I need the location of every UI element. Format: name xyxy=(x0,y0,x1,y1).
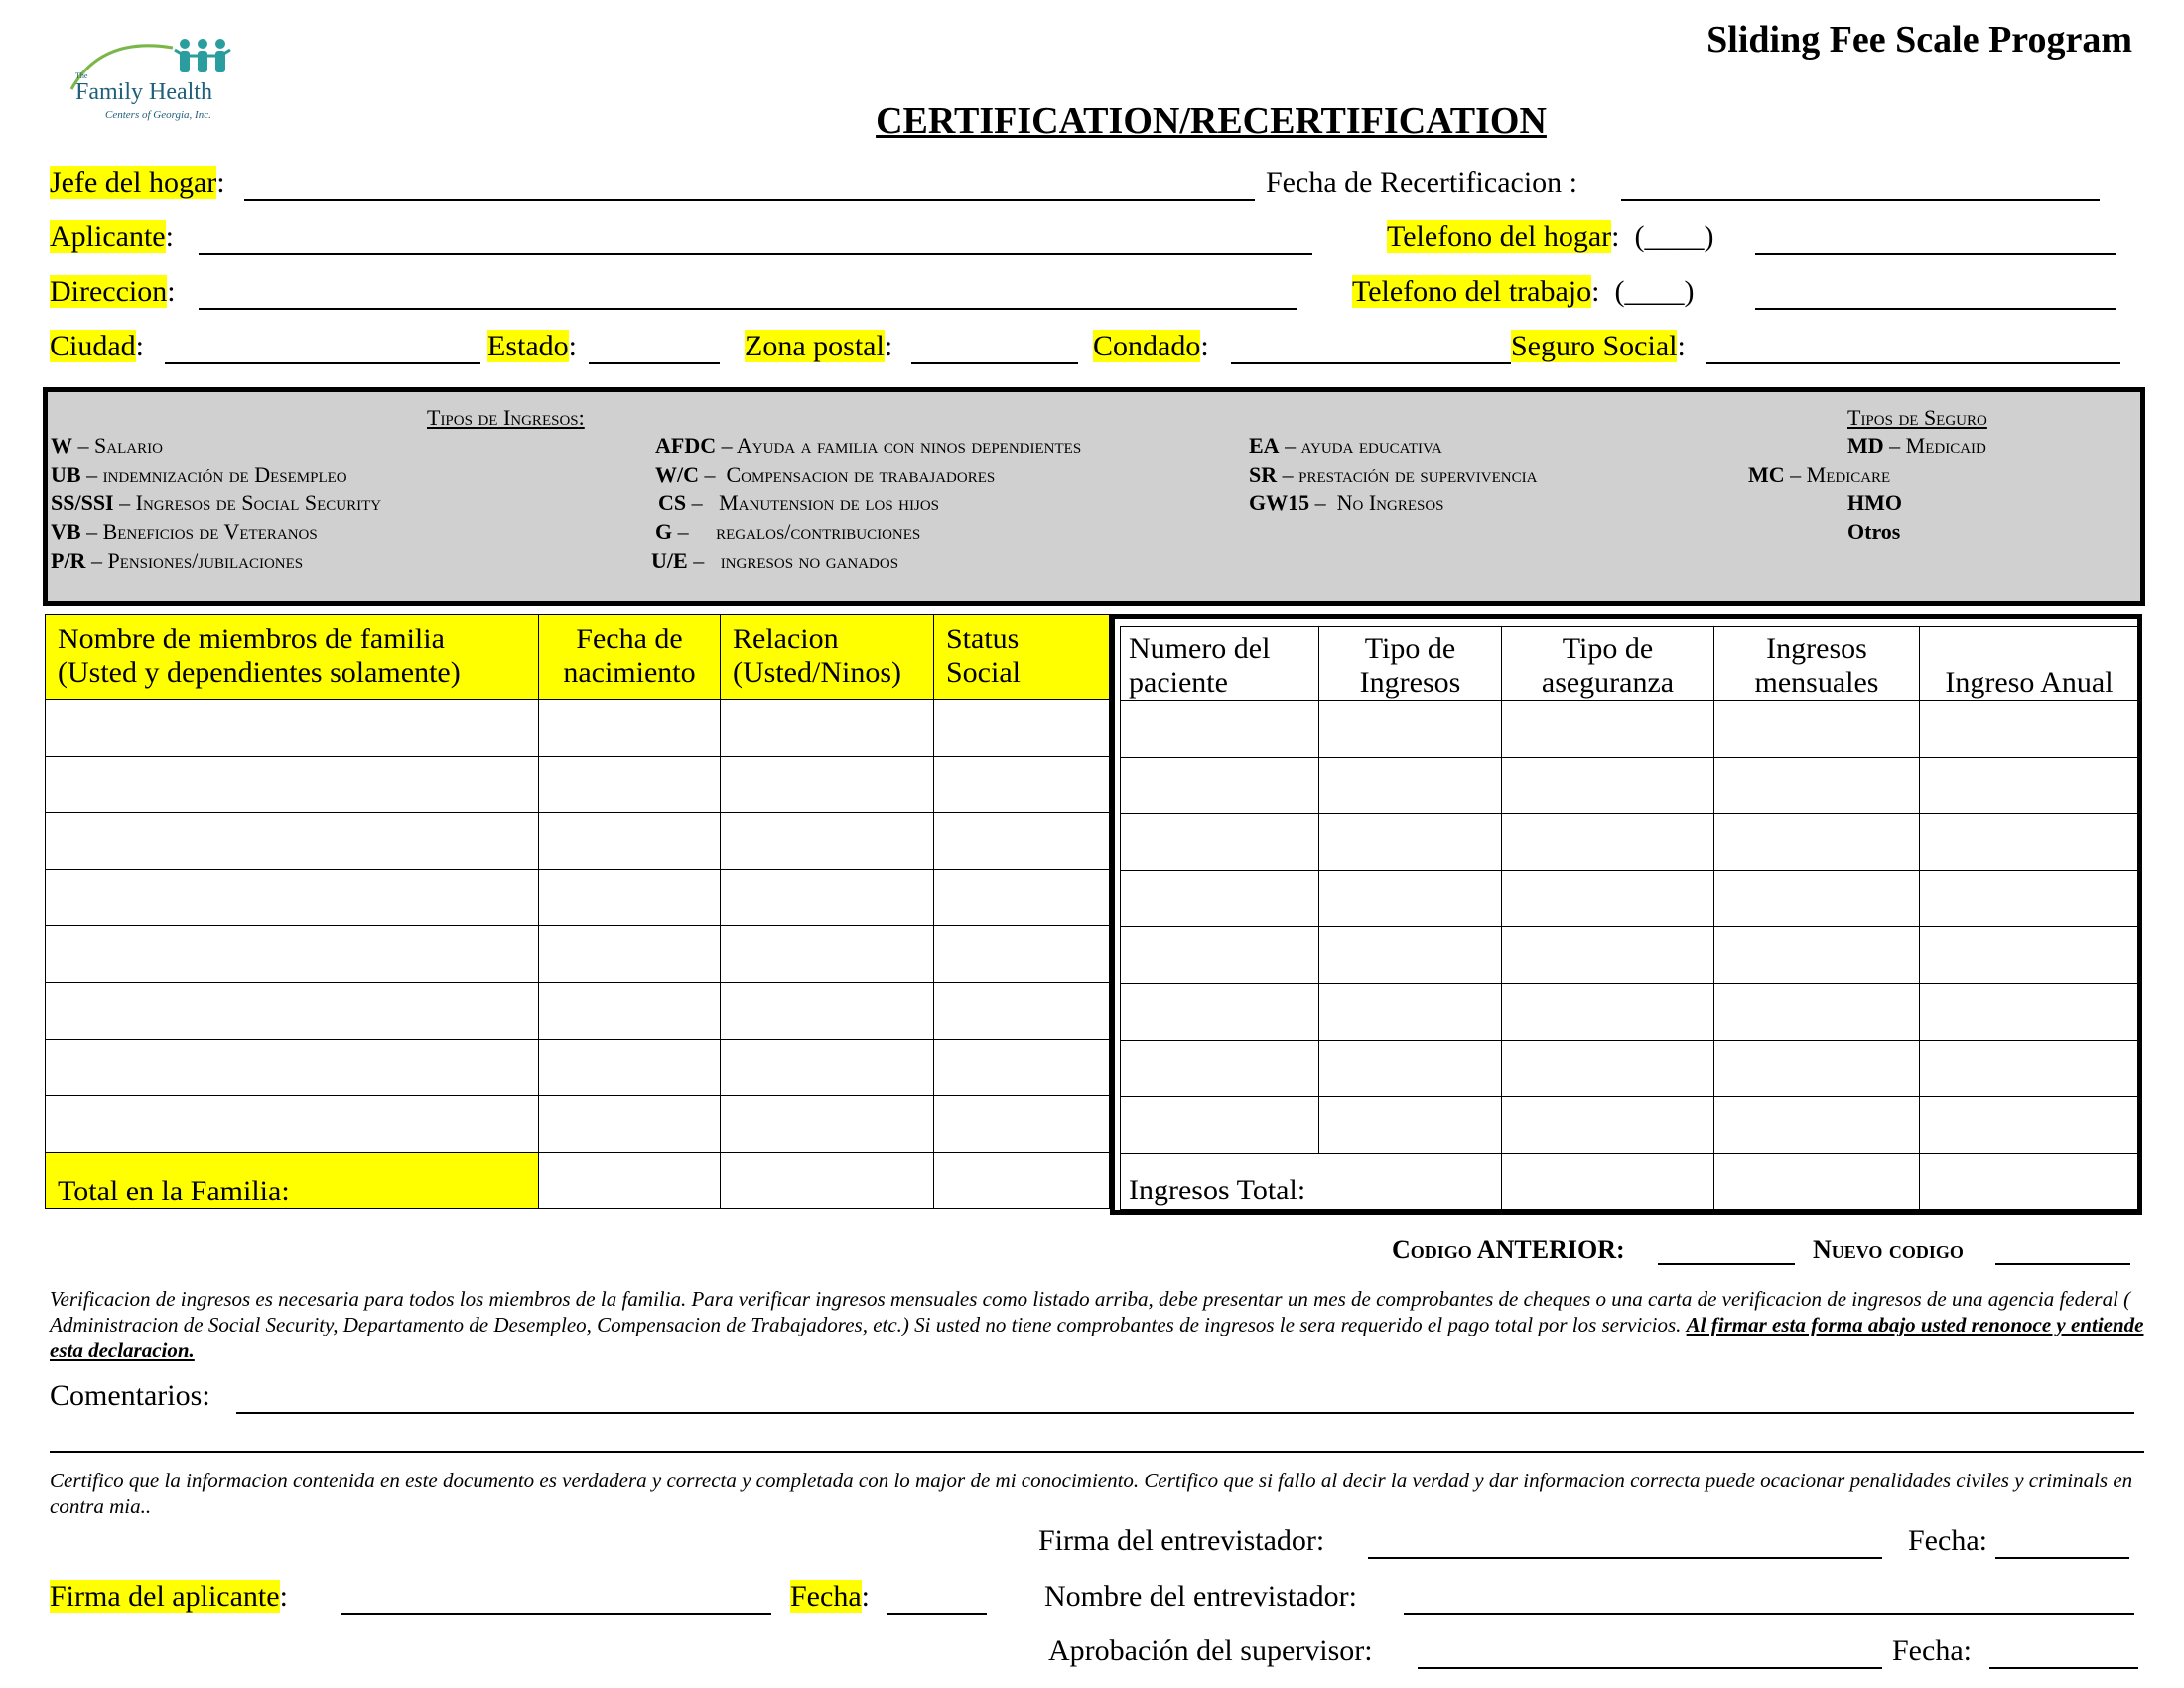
table-cell[interactable] xyxy=(1319,984,1502,1041)
total-row xyxy=(1121,1154,2139,1210)
logo-name: Family Health xyxy=(75,79,212,105)
table-cell[interactable] xyxy=(539,983,721,1040)
table-cell[interactable] xyxy=(46,926,539,983)
table-cell[interactable] xyxy=(721,1153,934,1209)
table-cell[interactable] xyxy=(1714,984,1920,1041)
table-cell[interactable] xyxy=(1920,1041,2139,1097)
table-cell[interactable] xyxy=(1502,701,1714,758)
telefono-hogar-input-line[interactable] xyxy=(1755,253,2116,255)
table-cell[interactable] xyxy=(1502,814,1714,871)
table-cell[interactable] xyxy=(1319,1097,1502,1154)
header-ingresos-mensuales: Ingresos mensuales xyxy=(1714,627,1920,701)
header-status-social: Status Social xyxy=(934,615,1110,700)
telefono-trabajo-label: Telefono del trabajo: (____) xyxy=(1352,275,1695,308)
table-cell[interactable] xyxy=(934,700,1110,757)
table-cell[interactable] xyxy=(539,926,721,983)
telefono-trabajo-input-line[interactable] xyxy=(1755,308,2116,310)
table-cell[interactable] xyxy=(1714,1097,1920,1154)
income-type-item: VB – Beneficios de Veteranos xyxy=(51,519,318,544)
insurance-type-item: MD – Medicaid xyxy=(1847,433,1986,458)
table-cell[interactable] xyxy=(1920,871,2139,927)
insurance-type-item: MC – Medicare xyxy=(1748,462,1891,487)
direccion-label: Direccion: xyxy=(50,275,176,308)
income-type-item: G – regalos/contribuciones xyxy=(655,519,921,544)
total-familia-label: Total en la Familia: xyxy=(46,1153,539,1209)
table-cell[interactable] xyxy=(1319,871,1502,927)
income-type-item: W/C – Compensacion de trabajadores xyxy=(655,462,996,487)
income-type-item: EA – ayuda educativa xyxy=(1249,433,1442,458)
table-cell[interactable] xyxy=(721,700,934,757)
table-cell[interactable] xyxy=(721,1096,934,1153)
fecha-recert-label: Fecha de Recertificacion : xyxy=(1266,166,1578,199)
table-cell[interactable] xyxy=(1319,1041,1502,1097)
table-cell[interactable] xyxy=(1920,927,2139,984)
codigo-anterior-label: Codigo ANTERIOR: xyxy=(1392,1235,1625,1264)
table-row xyxy=(46,1096,1110,1153)
comentarios-input-line-2[interactable] xyxy=(50,1451,2144,1453)
table-cell[interactable] xyxy=(1319,814,1502,871)
logo-subtitle: Centers of Georgia, Inc. xyxy=(105,109,211,121)
income-type-item: AFDC – Ayuda a familia con ninos dependientes xyxy=(655,433,1082,458)
zona-postal-label: Zona postal: xyxy=(745,330,893,362)
insurance-type-item: Otros xyxy=(1847,519,1901,544)
table-cell[interactable] xyxy=(1714,1041,1920,1097)
table-cell[interactable] xyxy=(46,1096,539,1153)
fecha-supervisor-label: Fecha: xyxy=(1892,1634,1972,1667)
aprobacion-supervisor-label: Aprobación del supervisor: xyxy=(1048,1634,1373,1667)
header-tipo-aseguranza: Tipo de aseguranza xyxy=(1502,627,1714,701)
table-cell[interactable] xyxy=(721,926,934,983)
income-type-item: W – Salario xyxy=(51,433,163,458)
logo-small-text: The xyxy=(75,71,88,80)
telefono-hogar-label: Telefono del hogar: (____) xyxy=(1387,220,1714,253)
table-cell[interactable] xyxy=(539,870,721,926)
table-cell[interactable] xyxy=(1502,1041,1714,1097)
table-cell[interactable] xyxy=(721,870,934,926)
jefe-label: Jefe del hogar: xyxy=(50,166,225,199)
table-cell[interactable] xyxy=(1502,927,1714,984)
condado-input-line[interactable] xyxy=(1231,362,1511,364)
insurance-types-title: Tipos de Seguro xyxy=(1847,405,1987,430)
income-type-item: SS/SSI – Ingresos de Social Security xyxy=(51,491,382,515)
table-cell[interactable] xyxy=(46,870,539,926)
ciudad-label: Ciudad: xyxy=(50,330,145,362)
table-cell[interactable] xyxy=(1121,927,1319,984)
table-row xyxy=(1121,758,2139,814)
codigo-anterior-input-line[interactable] xyxy=(1658,1263,1795,1265)
table-cell[interactable] xyxy=(1920,814,2139,871)
table-cell[interactable] xyxy=(1121,1097,1319,1154)
table-cell[interactable] xyxy=(1121,758,1319,814)
table-cell[interactable] xyxy=(1714,1154,1920,1210)
comentarios-input-line[interactable] xyxy=(236,1412,2134,1414)
table-cell[interactable] xyxy=(1502,1154,1714,1210)
table-cell[interactable] xyxy=(1714,871,1920,927)
table-row xyxy=(46,870,1110,926)
certification-statement: Certifico que la informacion contenida en este documento es verdadera y correcta y completada con lo major de mi conocimiento. Certifico que si fallo al decir la verdad y dar informacion correcta puede ocacionar penalidades civiles y criminals en contra mia.. xyxy=(50,1469,2133,1518)
table-cell[interactable] xyxy=(934,983,1110,1040)
firma-aplicante-label: Firma del aplicante: xyxy=(50,1580,288,1613)
table-cell[interactable] xyxy=(46,983,539,1040)
table-cell[interactable] xyxy=(1319,758,1502,814)
seguro-social-label: Seguro Social: xyxy=(1511,330,1686,362)
condado-label: Condado: xyxy=(1093,330,1209,362)
firma-aplicante-input-line[interactable] xyxy=(341,1613,771,1615)
header-nombre: Nombre de miembros de familia (Usted y dependientes solamente) xyxy=(46,615,539,700)
table-cell[interactable] xyxy=(721,983,934,1040)
income-table xyxy=(1120,626,2139,1210)
table-cell[interactable] xyxy=(934,813,1110,870)
nombre-entrevistador-label: Nombre del entrevistador: xyxy=(1044,1580,1357,1613)
income-type-item: GW15 – No Ingresos xyxy=(1249,491,1444,515)
income-type-item: UB – indemnización de Desempleo xyxy=(51,462,347,487)
table-cell[interactable] xyxy=(934,757,1110,813)
ciudad-input-line[interactable] xyxy=(165,362,480,364)
table-cell[interactable] xyxy=(934,870,1110,926)
verification-notice: Verificacion de ingresos es necesaria para todos los miembros de la familia. Para verificar ingresos mensuales como listado arriba, debe presentar un mes de comprobantes de cheques o una carta de verificacion de ingresos de una agencia federal ( Administracion de Social Security, Departamento de Desempleo, Compensacion de Trabajadores, etc.) Si usted no tiene comprobantes de ingresos le sera requerido el pago total por los servicios. Al firmar esta forma abajo usted renonoce y entiende esta declaracion. xyxy=(50,1287,2144,1362)
table-cell[interactable] xyxy=(1319,701,1502,758)
table-cell[interactable] xyxy=(1714,927,1920,984)
jefe-input-line[interactable] xyxy=(244,199,1255,201)
nombre-entrevistador-input-line[interactable] xyxy=(1404,1613,2134,1615)
income-types-box xyxy=(43,387,2145,606)
header-tipo-ingresos: Tipo de Ingresos xyxy=(1319,627,1502,701)
table-cell[interactable] xyxy=(934,1153,1110,1209)
table-row xyxy=(1121,701,2139,758)
form-title: CERTIFICATION/RECERTIFICATION xyxy=(876,100,1547,142)
table-cell[interactable] xyxy=(721,813,934,870)
table-cell[interactable] xyxy=(46,813,539,870)
table-cell[interactable] xyxy=(934,1040,1110,1096)
table-cell[interactable] xyxy=(1920,1154,2139,1210)
table-row xyxy=(1121,984,2139,1041)
table-row xyxy=(46,757,1110,813)
direccion-input-line[interactable] xyxy=(199,308,1297,310)
nuevo-codigo-input-line[interactable] xyxy=(1995,1263,2130,1265)
table-cell[interactable] xyxy=(1502,1097,1714,1154)
table-row xyxy=(46,700,1110,757)
zona-postal-input-line[interactable] xyxy=(911,362,1078,364)
table-cell[interactable] xyxy=(539,757,721,813)
table-cell[interactable] xyxy=(1920,1097,2139,1154)
table-cell[interactable] xyxy=(1714,758,1920,814)
nuevo-codigo-label: Nuevo codigo xyxy=(1813,1235,1964,1264)
family-members-table xyxy=(45,614,1110,1209)
table-cell[interactable] xyxy=(934,926,1110,983)
fecha-entrevistador-input-line[interactable] xyxy=(1995,1557,2129,1559)
ingresos-total-label: Ingresos Total: xyxy=(1121,1154,1502,1210)
table-row xyxy=(1121,1097,2139,1154)
table-row xyxy=(1121,814,2139,871)
table-row xyxy=(46,926,1110,983)
table-cell[interactable] xyxy=(1121,984,1319,1041)
total-row xyxy=(46,1153,1110,1209)
table-cell[interactable] xyxy=(46,757,539,813)
program-title: Sliding Fee Scale Program xyxy=(1706,19,2132,61)
table-cell[interactable] xyxy=(721,1040,934,1096)
header-relacion: Relacion (Usted/Ninos) xyxy=(721,615,934,700)
table-cell[interactable] xyxy=(1920,758,2139,814)
fecha-recert-input-line[interactable] xyxy=(1621,199,2100,201)
table-cell[interactable] xyxy=(1121,1041,1319,1097)
table-cell[interactable] xyxy=(539,813,721,870)
table-cell[interactable] xyxy=(539,700,721,757)
header-fecha-nacimiento: Fecha de nacimiento xyxy=(539,615,721,700)
firma-entrevistador-input-line[interactable] xyxy=(1368,1557,1882,1559)
insurance-type-item: HMO xyxy=(1847,491,1902,515)
comentarios-label: Comentarios: xyxy=(50,1379,210,1412)
table-cell[interactable] xyxy=(1121,701,1319,758)
firma-entrevistador-label: Firma del entrevistador: xyxy=(1038,1524,1325,1557)
table-cell[interactable] xyxy=(539,1040,721,1096)
table-cell[interactable] xyxy=(1502,984,1714,1041)
estado-input-line[interactable] xyxy=(589,362,720,364)
header-ingreso-anual: Ingreso Anual xyxy=(1920,627,2139,701)
table-cell[interactable] xyxy=(539,1096,721,1153)
table-cell[interactable] xyxy=(1121,871,1319,927)
aplicante-input-line[interactable] xyxy=(199,253,1312,255)
table-row xyxy=(1121,871,2139,927)
aprobacion-supervisor-input-line[interactable] xyxy=(1418,1667,1882,1669)
fecha-aplicante-input-line[interactable] xyxy=(887,1613,987,1615)
table-cell[interactable] xyxy=(1121,814,1319,871)
fecha-entrevistador-label: Fecha: xyxy=(1908,1524,1987,1557)
table-cell[interactable] xyxy=(1714,814,1920,871)
table-row xyxy=(1121,927,2139,984)
header-numero-paciente: Numero del paciente xyxy=(1121,627,1319,701)
table-cell[interactable] xyxy=(934,1096,1110,1153)
table-cell[interactable] xyxy=(539,1153,721,1209)
income-types-title: Tipos de Ingresos: xyxy=(427,405,585,430)
income-type-item: SR – prestación de supervivencia xyxy=(1249,462,1538,487)
aplicante-label: Aplicante: xyxy=(50,220,174,253)
table-cell[interactable] xyxy=(1502,871,1714,927)
table-cell[interactable] xyxy=(1920,701,2139,758)
income-type-item: U/E – ingresos no ganados xyxy=(651,548,899,573)
table-cell[interactable] xyxy=(1920,984,2139,1041)
income-type-item: CS – Manutension de los hijos xyxy=(658,491,940,515)
table-cell[interactable] xyxy=(1714,701,1920,758)
table-cell[interactable] xyxy=(46,700,539,757)
fecha-aplicante-label: Fecha: xyxy=(790,1580,870,1613)
table-cell[interactable] xyxy=(1502,758,1714,814)
income-type-item: P/R – Pensiones/jubilaciones xyxy=(51,548,304,573)
table-cell[interactable] xyxy=(46,1040,539,1096)
table-row xyxy=(1121,1041,2139,1097)
seguro-social-input-line[interactable] xyxy=(1706,362,2120,364)
fecha-supervisor-input-line[interactable] xyxy=(1989,1667,2138,1669)
table-cell[interactable] xyxy=(721,757,934,813)
table-row xyxy=(46,983,1110,1040)
table-row xyxy=(46,813,1110,870)
table-cell[interactable] xyxy=(1319,927,1502,984)
estado-label: Estado: xyxy=(487,330,577,362)
table-row xyxy=(46,1040,1110,1096)
